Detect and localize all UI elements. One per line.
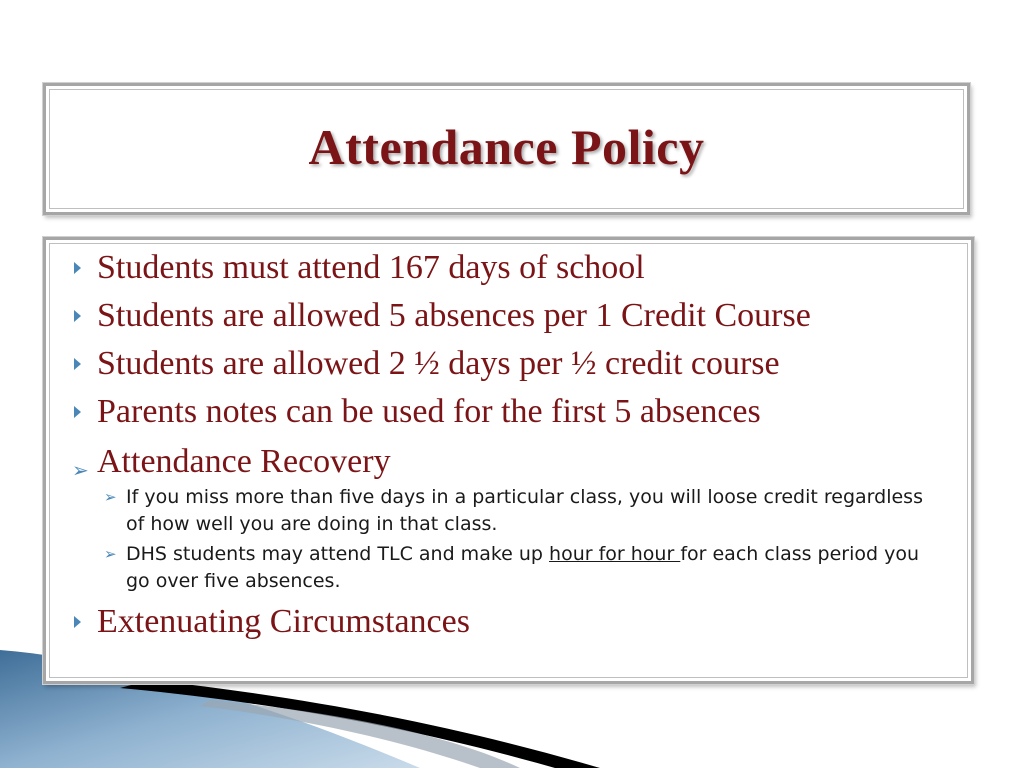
content-box [43,237,974,684]
bullet-list [46,240,971,681]
bullet-text: Students are allowed 5 absences per 1 Credit Course [97,297,811,334]
title-box [43,83,970,215]
triangle-right-icon [74,406,81,418]
sub-bullet-text: If you miss more than five days in a particular class, you will loose credit regardless of how well you are doing in that class. [126,486,923,535]
slide-title: Attendance Policy [308,119,705,175]
bullet-text: Extenuating Circumstances [97,603,470,640]
bullet-text: Students are allowed 2 ½ days per ½ credit course [97,345,780,382]
bullet-text: Attendance Recovery [97,443,391,480]
sub-bullet-text-part: for each class period you go over five absences. [126,543,920,592]
triangle-right-icon [74,358,81,370]
chevron-arrow-icon: ➢ [104,545,117,563]
triangle-right-icon [74,310,81,322]
sub-bullet-text-part: DHS students may attend TLC and make up [126,543,550,565]
triangle-right-icon [74,262,81,274]
underlined-phrase: hour for hour [549,543,681,565]
bullet-text: Students must attend 167 days of school [97,249,645,286]
chevron-arrow-icon: ➢ [72,458,89,482]
triangle-right-icon [74,616,81,628]
bullet-text: Parents notes can be used for the first 5 absences [97,393,761,430]
sub-bullet-text [126,541,926,595]
chevron-arrow-icon: ➢ [104,488,117,506]
